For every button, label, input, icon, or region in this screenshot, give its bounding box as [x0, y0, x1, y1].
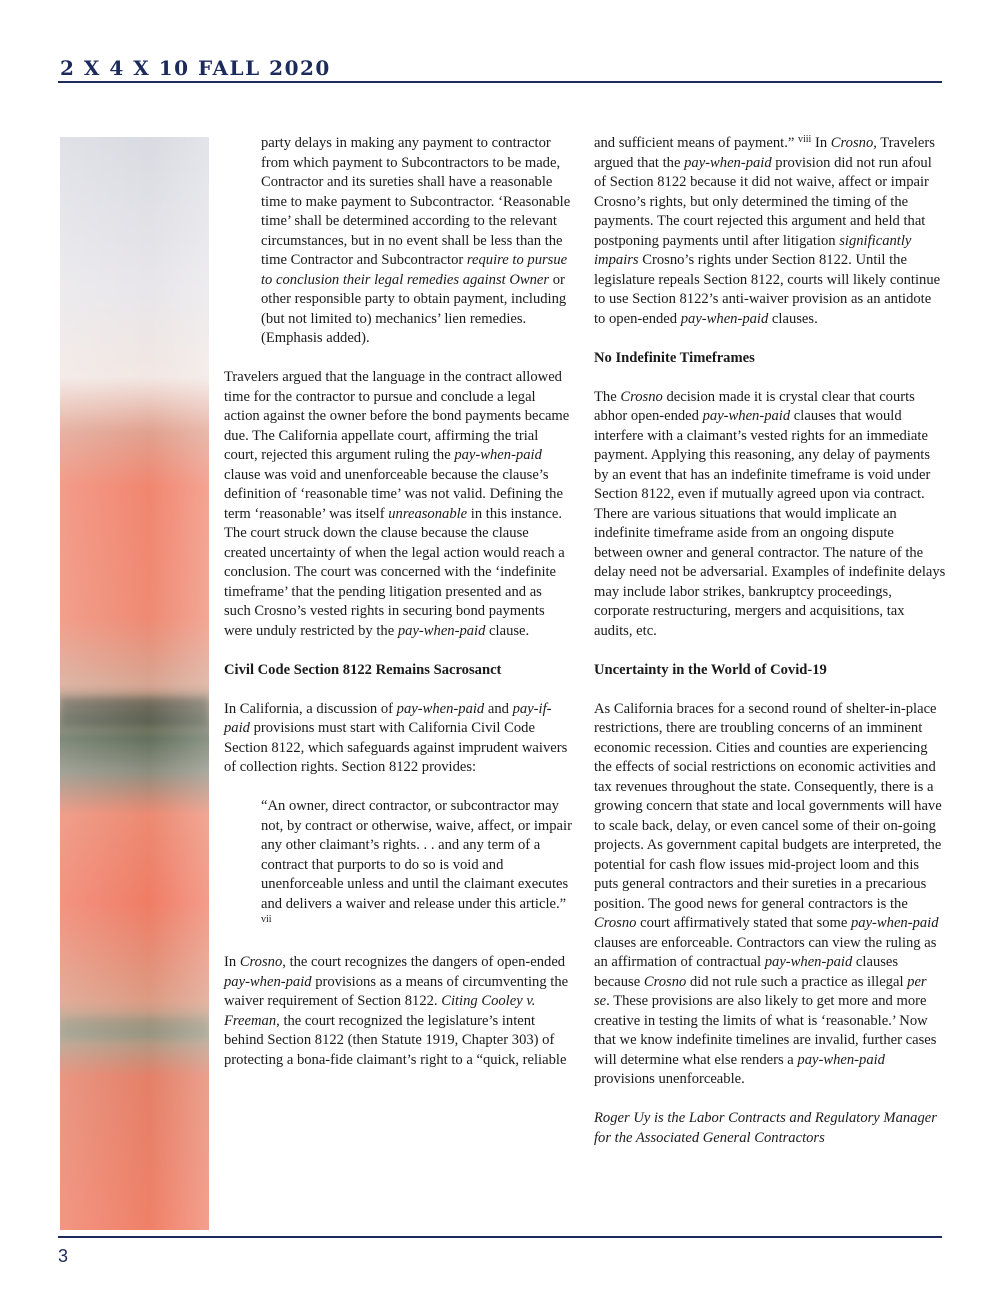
paragraph: As California braces for a second round of shelter-in-place restrictions, there are troubling concerns of an imminent economic recession. Cities and counties are experiencing the effects of social restrictions on economic activities and tax revenues throughout the state. Consequently, there is a growing concern that state and local governments will have to scale back, delay, or even cancel some of their on-going projects. As government capital budgets are interpreted, the potential for cash flow issues mid-project loom and this puts general contractors and their sureties in a precarious position. The good news for general contractors is the Crosno court affirmatively stated that some pay-when-paid clauses are enforceable. Contractors can view the ruling as an affirmation of contractual pay-when-paid clauses because Crosno did not rule such a practice as illegal per se. These provisions are also likely to get more and more creative in testing the limits of what is ‘reasonable.’ Now that we know indefinite timelines are invalid, further cases will determine what else renders a pay-when-paid provisions unenforceable. — [594, 700, 942, 1087]
paragraph: Travelers argued that the language in the contract allowed time for the contractor to pursue and conclude a legal action against the owner before the bond payments became due. The California appellate court, affirming the trial court, rejected this argument ruling the pay-when-paid clause was void and unenforceable because the clause’s definition of ‘reasonable time’ was not valid. Defining the term ‘reasonable’ was itself unreasonable in this instance. The court struck down the clause because the clause created uncertainty of when the legal action would reach a conclusion. The court was concerned with the ‘indefinite timeframe’ that the pending litigation presented and as such Crosno’s vested rights in securing bond payments were unduly restricted by the pay-when-paid clause. — [224, 369, 570, 639]
author-byline: Roger Uy is the Labor Contracts and Regulatory Manager for the Associated General Contractors — [594, 1110, 937, 1146]
section-heading: Civil Code Section 8122 Remains Sacrosanct — [224, 661, 502, 678]
section-heading: No Indefinite Timeframes — [594, 349, 755, 366]
statute-quote: “An owner, direct contractor, or subcontractor may not, by contract or otherwise, waive, affect, or impair any other claimant’s rights. . . and any term of a contract that purports to do so is void and unenforceable unless and until the claimant executes and delivers a waiver and release under this article.” $^{vii}$ — [261, 798, 572, 925]
footnote-marker: vii — [261, 914, 272, 925]
top-divider — [58, 81, 942, 83]
bottom-divider — [58, 1236, 942, 1238]
paragraph: In California, a discussion of pay-when-paid and pay-if-paid provisions must start with California Civil Code Section 8122, which safeguards against imprudent waivers of collection rights. Section 8122 provides: — [224, 700, 568, 775]
right-column — [594, 134, 946, 1168]
footnote-marker: viii — [797, 134, 812, 145]
paragraph: and sufficient means of payment.” $^{viii}$ In Crosno, Travelers argued that the pay-when-paid provision did not run afoul of Section 8122 because it did not waive, affect or impair Crosno’s rights, but only determined the timing of the payments. The court rejected this argument and held that postponing payments until after litigation significantly impairs Crosno’s rights under Section 8122. Until the legislature repeals Section 8122, courts will likely continue to use Section 8122’s anti-waiver provision as an antidote to open-ended pay-when-paid clauses. — [594, 134, 941, 327]
paragraph: In Crosno, the court recognizes the dangers of open-ended pay-when-paid provisions as a means of circumventing the waiver requirement of Section 8122. Citing Cooley v. Freeman, the court recognized the legislature’s intent behind Section 8122 (then Statute 1919, Chapter 303) of protecting a bona-fide claimant’s right to a “quick, reliable — [224, 954, 569, 1068]
masthead-title: 2 X 4 X 10 FALL 2020 — [60, 56, 331, 80]
brick-stack-photo — [60, 137, 209, 1230]
left-column — [224, 134, 572, 1090]
paragraph: The Crosno decision made it is crystal clear that courts abhor open-ended pay-when-paid clauses that would interfere with a claimant’s vested rights for an immediate payment. Applying this reasoning, any delay of payments by an event that has an indefinite timeframe is void under Section 8122, even if mutually agreed upon via contract. There are various situations that would implicate an indefinite timeframe aside from an ongoing dispute between owner and general contractor. The nature of the delay need not be adversarial. Examples of indefinite delays may include labor strikes, bankruptcy proceedings, corporate restructuring, mergers and acquisitions, tax audits, etc. — [594, 388, 946, 639]
page-number: 3 — [58, 1246, 69, 1266]
section-heading: Uncertainty in the World of Covid-19 — [594, 661, 827, 678]
contract-quote: party delays in making any payment to contractor from which payment to Subcontractors to be made, Contractor and its sureties shall have a reasonable time to make payment to Subcontractor. ‘Reasonable time’ shall be determined according to the relevant circumstances, but in no event shall be less than the time Contractor and Subcontractor require to pursue to conclusion their legal remedies against Owner or other responsible party to obtain payment, including (but not limited to) mechanics’ lien remedies. (Emphasis added). — [261, 135, 571, 346]
